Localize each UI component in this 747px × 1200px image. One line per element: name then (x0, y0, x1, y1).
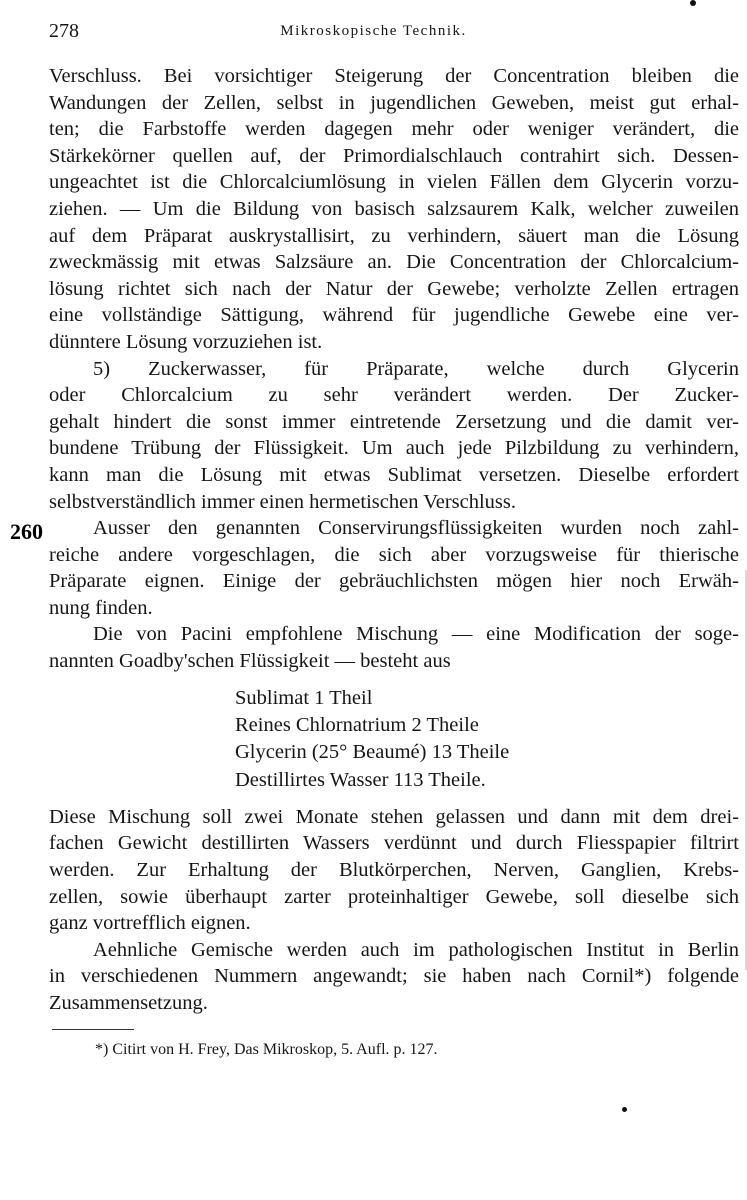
footnote: *) Citirt von H. Frey, Das Mikroskop, 5. Aufl. p. 127. (95, 1041, 438, 1058)
text-line: dünntere Lösung vorzuziehen ist. (49, 330, 323, 353)
text-line: Diese Mischung soll zwei Monate stehen gelassen und dann mit dem drei- (49, 805, 739, 828)
text-line: fachen Gewicht destillirten Wassers verdünnt und durch Fliesspapier filtrirt (49, 832, 739, 855)
text-line: nung finden. (49, 596, 153, 619)
text-line: lösung richtet sich nach der Natur der Gewebe; verholzte Zellen ertragen (49, 277, 739, 300)
text-line: Verschluss. Bei vorsichtiger Steigerung der Concentration bleiben die (49, 65, 739, 87)
text-line: zweckmässig mit etwas Salzsäure an. Die Concentration der Chlorcalcium- (49, 251, 739, 274)
text-line: nannten Goadby'schen Flüssigkeit — besteht aus (49, 650, 451, 673)
formula-line: Sublimat 1 Theil (235, 686, 373, 709)
running-title: Mikroskopische Technik. (280, 23, 467, 39)
text-line: ziehen. — Um die Bildung von basisch salzsaurem Kalk, welcher zuweilen (49, 197, 739, 220)
ink-speck (690, 0, 696, 6)
body-text (49, 63, 739, 1017)
text-line: 5) Zuckerwasser, für Präparate, welche durch Glycerin (93, 357, 739, 380)
text-line: Aehnliche Gemische werden auch im pathologischen Institut in Berlin (93, 938, 739, 961)
text-line: zellen, sowie überhaupt zarter proteinhaltiger Gewebe, soll dieselbe sich (49, 885, 739, 908)
text-line: in verschiedenen Nummern angewandt; sie haben nach Cornil*) folgende (49, 965, 739, 988)
ink-speck (622, 1107, 627, 1112)
text-line: reiche andere vorgeschlagen, die sich aber vorzugsweise für thierische (49, 543, 739, 566)
text-line: Zusammensetzung. (49, 992, 208, 1014)
margin-section-number: 260 (10, 519, 43, 544)
text-line: Wandungen der Zellen, selbst in jugendlichen Geweben, meist gut erhal- (49, 91, 739, 114)
footnote-rule (52, 1029, 134, 1030)
text-line: auf dem Präparat auskrystallisirt, zu verhindern, säuert man die Lösung (49, 224, 739, 247)
text-line: eine vollständige Sättigung, während für jugendliche Gewebe eine ver- (49, 304, 739, 327)
page-number: 278 (49, 20, 79, 42)
text-line: Die von Pacini empfohlene Mischung — eine Modification der soge- (93, 623, 739, 646)
text-line: gehalt hindert die sonst immer eintretende Zersetzung und die damit ver- (49, 410, 739, 433)
page-header (0, 20, 747, 44)
text-line: Präparate eignen. Einige der gebräuchlichsten mögen hier noch Erwäh- (49, 570, 739, 593)
text-line: ungeachtet ist die Chlorcalciumlösung in vielen Fällen dem Glycerin vorzu- (49, 171, 739, 194)
text-line: ten; die Farbstoffe werden dagegen mehr oder weniger verändert, die (49, 118, 739, 141)
text-line: Ausser den genannten Conservirungsflüssigkeiten wurden noch zahl- (93, 517, 739, 540)
formula-line: Reines Chlornatrium 2 Theile (235, 713, 479, 736)
formula-line: Destillirtes Wasser 113 Theile. (235, 768, 486, 791)
text-line: kann man die Lösung mit etwas Sublimat versetzen. Dieselbe erfordert (49, 463, 739, 486)
text-line: bundene Trübung der Flüssigkeit. Um auch jede Pilzbildung zu verhindern, (49, 437, 739, 460)
recipe-formula (235, 685, 739, 794)
text-line: werden. Zur Erhaltung der Blutkörperchen, Nerven, Ganglien, Krebs- (49, 859, 739, 882)
text-line: selbstverständlich immer einen hermetischen Verschluss. (49, 490, 517, 513)
formula-line: Glycerin (25° Beaumé) 13 Theile (235, 741, 510, 764)
text-line: ganz vortrefflich eignen. (49, 912, 251, 935)
text-line: Stärkekörner quellen auf, der Primordialschlauch contrahirt sich. Dessen- (49, 144, 739, 167)
text-line: oder Chlorcalcium zu sehr verändert werden. Der Zucker- (49, 384, 739, 407)
